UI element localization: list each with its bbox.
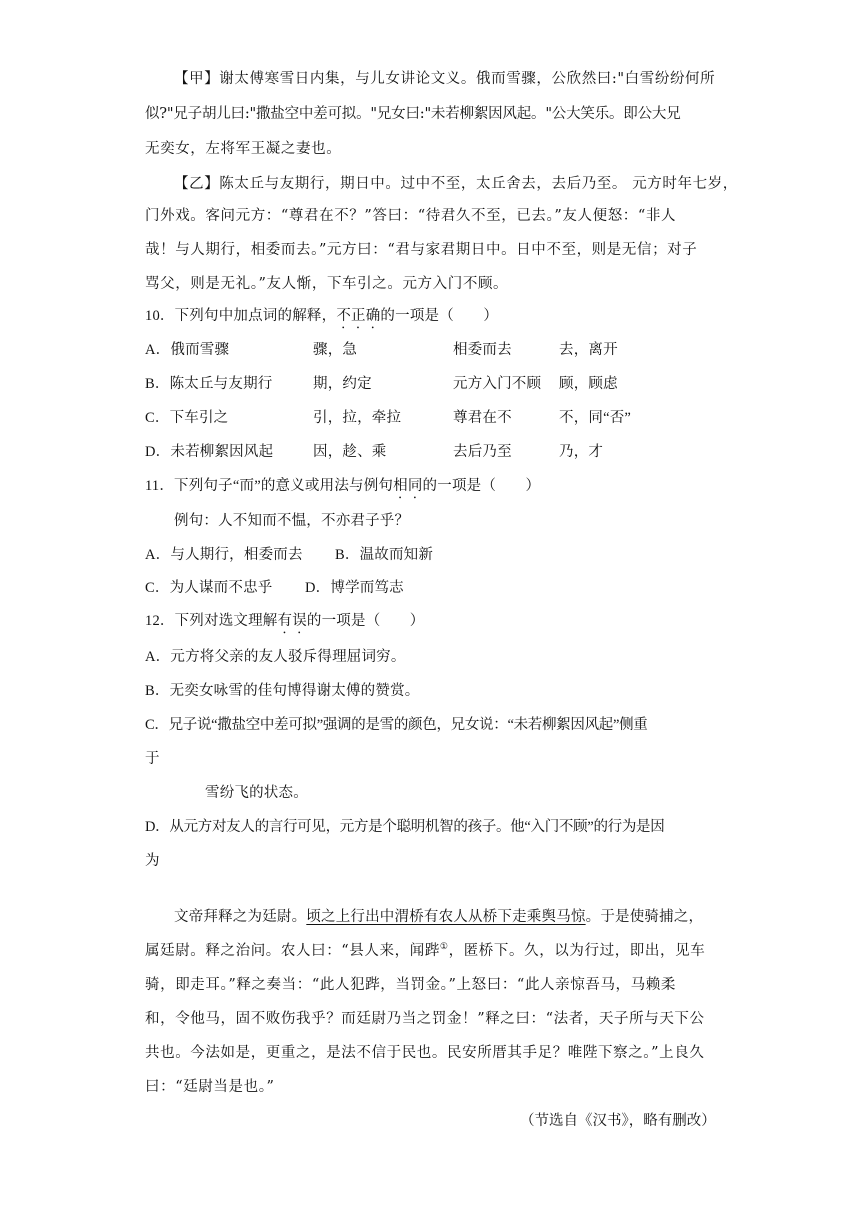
passage-a-line-2: 似?"兄子胡儿曰:"撒盐空中差可拟。"兄女曰:"未若柳絮因风起。"公大笑乐。即公大兄 bbox=[145, 106, 681, 122]
passage-b-line-2: 门外戏。客问元方：“尊君在不？”答曰：“待君久不至，已去。”友人便怒：“非人 bbox=[145, 208, 677, 224]
underlined-sentence: 顷之上行出中渭桥有农人从桥下走乘舆马惊 bbox=[306, 909, 586, 925]
passage-a-line-3: 无奕女，左将军王凝之妻也。 bbox=[145, 141, 342, 157]
question-12-option-b: B．无奕女咏雪的佳句博得谢太傅的赞赏。 bbox=[145, 683, 420, 699]
passage-b-line-1: 【乙】陈太丘与友期行，期日中。过中不至，太丘舍去，去后乃至。 元方时年七岁， bbox=[174, 176, 738, 192]
passage-c-line-5: 共也。今法如是，更重之，是法不信于民也。民安所厝其手足？唯陛下察之。”上良久 bbox=[145, 1045, 705, 1061]
question-12-option-c-line-2: 于 bbox=[145, 751, 160, 767]
question-12-option-c-line-1: C．兄子说“撒盐空中差可拟”强调的是雪的颜色，兄女说：“未若柳絮因风起”侧重 bbox=[145, 717, 648, 733]
emphasis-dots: 有误 bbox=[277, 613, 307, 629]
question-10-stem: 10．下列句中加点词的解释，不正确的一项是（ ） bbox=[145, 308, 499, 324]
question-11-example: 例句：人不知而不愠，不亦君子乎？ bbox=[174, 513, 410, 529]
emphasis-dots: 相同 bbox=[393, 478, 423, 494]
question-11-stem: 11．下列句子“而”的意义或用法与例句相同的一项是（ ） bbox=[145, 478, 541, 494]
question-12-option-d-line-2: 为 bbox=[145, 853, 160, 869]
source-note: （节选自《汉书》，略有删改） bbox=[520, 1113, 716, 1129]
passage-b-line-3: 哉！与人期行，相委而去。”元方曰：“君与家君期日中。日中不至，则是无信；对子 bbox=[145, 242, 698, 258]
question-12-stem: 12．下列对选文理解有误的一项是（ ） bbox=[145, 613, 425, 629]
document-page: 【甲】谢太傅寒雪日内集，与儿女讲论文义。俄而雪骤，公欣然曰:"白雪纷纷何所 似?"兄子胡儿曰:"撒盐空中差可拟。"兄女曰:"未若柳絮因风起。"公大笑乐。即公大兄 无奕女，左将军王凝之妻也。 【乙】陈太丘与友期行，期日中。过中不至，太丘舍去，去后乃至。 元方时年七岁， 门外戏。客问元方：“尊君在不？”答曰：“待君久不至，已去。”友人便怒：“非人 哉！与人期行，相委而去。”元方曰：“君与家君期日中。日中不至，则是无信；对子 骂父，则是无礼。”友人惭，下车引之。元方入门不顾。 10．下列句中加点词的解释，不正确的一项是（ ） A．俄而雪骤 骤，急 相委而去 去，离开 B．陈太丘与友期行 期，约定 元方入门不顾 顾，顾虑 C．下车引之 引，拉，牵拉 尊君在不 不，同“否” D．未若柳絮因风起 因，趁、乘 去后乃至 乃，才 11．下列句子“而”的意义或用法与例句相同的一项是（ ） 例句：人不知而不愠，不亦君子乎？ A．与人期行，相委而去 B．温故而知新 C．为人谋而不忠乎 D．博学而笃志 12．下列对选文理解有误的一项是（ ） A．元方将父亲的友人驳斥得理屈词穷。 B．无奕女咏雪的佳句博得谢太傅的赞赏。 C．兄子说“撒盐空中差可拟”强调的是雪的颜色，兄女说：“未若柳絮因风起”侧重 于 雪纷飞的状态。 D．从元方对友人的言行可见，元方是个聪明机智的孩子。他“入门不顾”的行为是因 为 文帝拜释之为廷尉。顷之上行出中渭桥有农人从桥下走乘舆马惊。于是使骑捕之， 属廷尉。释之治问。农人曰：“县人来，闻跸①，匿桥下。久，以为行过，即出，见车 骑，即走耳。”释之奏当：“此人犯跸，当罚金。”上怒曰：“此人亲惊吾马，马赖柔 和，令他马，固不败伤我乎？而廷尉乃当之罚金！”释之曰：“法者，天子所与天下公 共也。今法如是，更重之，是法不信于民也。民安所厝其手足？唯陛下察之。”上良久 曰：“廷尉当是也。” （节选自《汉书》，略有删改） bbox=[145, 71, 738, 1129]
passage-c-line-3: 骑，即走耳。”释之奏当：“此人犯跸，当罚金。”上怒曰：“此人亲惊吾马，马赖柔 bbox=[145, 977, 676, 993]
passage-c-line-4: 和，令他马，固不败伤我乎？而廷尉乃当之罚金！”释之曰：“法者，天子所与天下公 bbox=[145, 1011, 705, 1027]
passage-c-line-2: 属廷尉。释之治问。农人曰：“县人来，闻跸①，匿桥下。久，以为行过，即出，见车 bbox=[145, 942, 706, 959]
passage-a-line-1: 【甲】谢太傅寒雪日内集，与儿女讲论文义。俄而雪骤，公欣然曰:"白雪纷纷何所 bbox=[174, 71, 716, 87]
passage-c-line-6: 曰：“廷尉当是也。” bbox=[145, 1079, 275, 1095]
emphasis-dots: 不正确 bbox=[336, 308, 381, 324]
question-12-option-d-line-1: D．从元方对友人的言行可见，元方是个聪明机智的孩子。他“入门不顾”的行为是因 bbox=[145, 819, 665, 835]
question-12-option-a: A．元方将父亲的友人驳斥得理屈词穷。 bbox=[145, 649, 406, 665]
question-12-option-c-line-3: 雪纷飞的状态。 bbox=[205, 785, 308, 801]
passage-c-line-1: 文帝拜释之为廷尉。顷之上行出中渭桥有农人从桥下走乘舆马惊。于是使骑捕之， bbox=[174, 909, 704, 925]
footnote-marker: ① bbox=[439, 942, 449, 953]
passage-b-line-4: 骂父，则是无礼。”友人惭，下车引之。元方入门不顾。 bbox=[145, 276, 509, 292]
